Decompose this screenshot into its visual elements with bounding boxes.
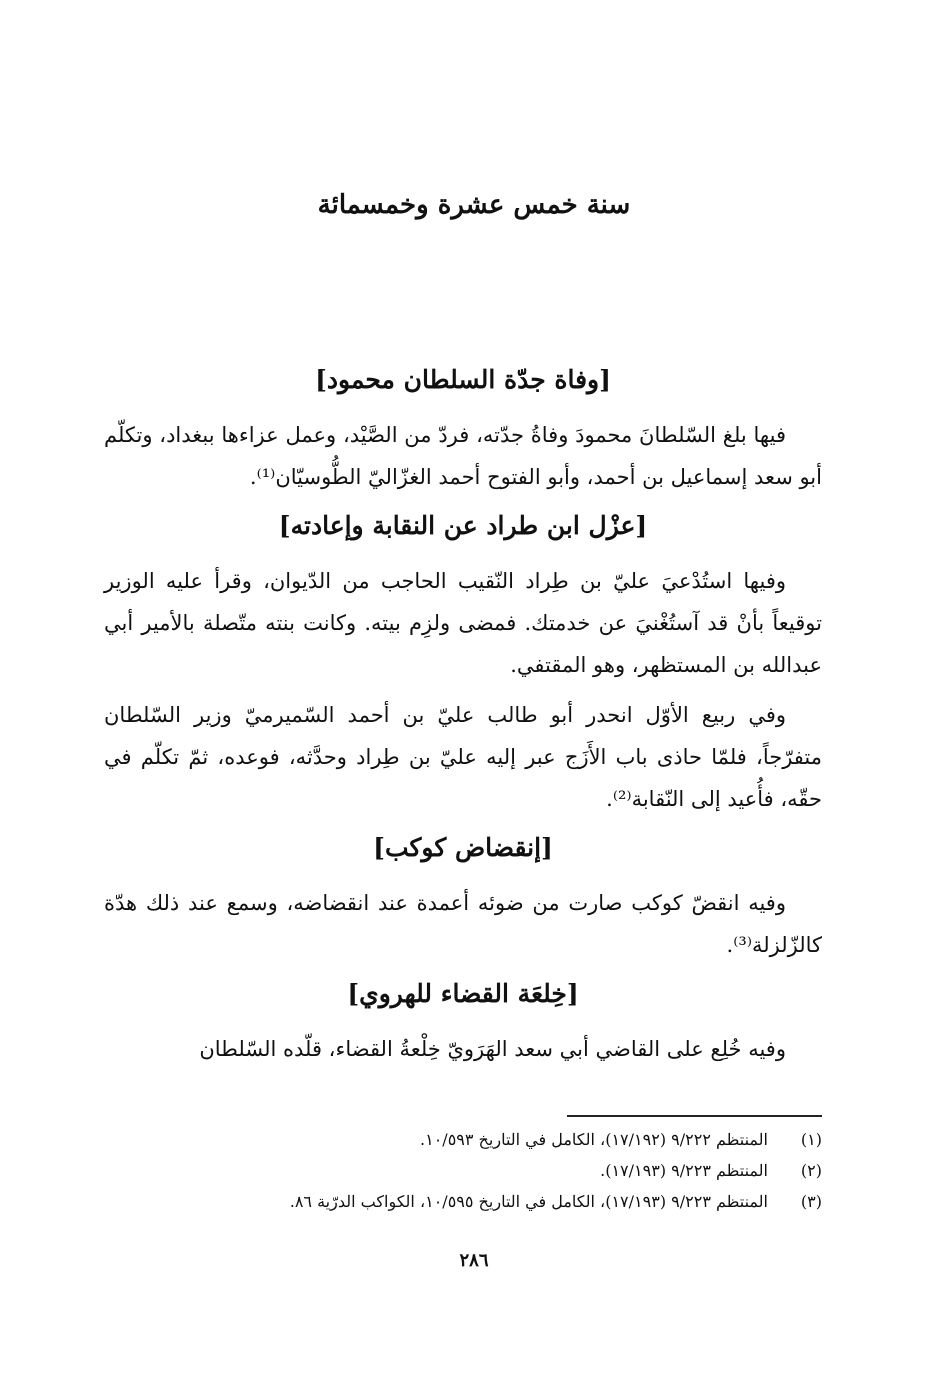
page-number: ٢٨٦ [459, 1250, 489, 1271]
paragraph: فيها بلغ السّلطانَ محمودَ وفاةُ جدّته، فردّ من الصَّيْد، وعمل عزاءها ببغداد، وتكلّم أبو سعد إسماعيل بن أحمد، وأبو الفتوح أحمد الغزّاليّ الطُّوسيّان⁽¹⁾. [104, 423, 822, 489]
footnote [104, 1155, 822, 1186]
section-heading: [إنقضاض كوكب] [373, 833, 553, 862]
section-naqaba-dismissal [104, 506, 822, 820]
paragraph: وفيها استُدْعيَ عليّ بن طِراد النّقيب الحاجب من الدّيوان، وقرأ عليه الوزير توقيعاً بأنْ قد آستُغْنيَ عن خدمتك. فمضى ولزِم بيته. وكانت بنته متّصلة بالأمير أبي عبدالله بن المستظهر، وهو المقتفي. [104, 569, 822, 677]
footnote [104, 1124, 822, 1155]
paragraph: وفي ربيع الأوّل انحدر أبو طالب عليّ بن أحمد السّميرميّ وزير السّلطان متفرّجاً، فلمّا حاذى باب الأَزَج عبر إليه عليّ بن طِراد وحدَّثه، فوعده، ثمّ تكلّم في حقّه، فأُعيد إلى النّقابة⁽²⁾. [104, 703, 822, 811]
footnote-number: (١) [800, 1130, 822, 1149]
body-text [104, 360, 822, 1078]
footnote-text: المنتظم ٩/٢٢٣ (١٧/١٩٣)، الكامل في التاريخ ١٠/٥٩٥، الكواكب الدرّية ٨٦. [289, 1192, 768, 1211]
section-heading: [وفاة جدّة السلطان محمود] [315, 365, 611, 394]
section-grandmother-death [104, 360, 822, 498]
section-falling-star [104, 828, 822, 966]
footnote-number: (٣) [800, 1192, 822, 1211]
footnote-text: المنتظم ٩/٢٢٢ (١٧/١٩٢)، الكامل في التاريخ ١٠/٥٩٣. [420, 1130, 768, 1149]
page-title: سنة خمس عشرة وخمسمائة [317, 190, 631, 220]
footnotes [104, 1124, 822, 1217]
footnote-text: المنتظم ٩/٢٢٣ (١٧/١٩٣). [600, 1161, 768, 1180]
footnote-divider [567, 1115, 822, 1117]
section-heading: [خِلعَة القضاء للهروي] [347, 979, 579, 1008]
section-judgeship-robe [104, 974, 822, 1070]
section-heading: [عزْل ابن طراد عن النقابة وإعادته] [278, 511, 648, 540]
footnote-number: (٢) [800, 1161, 822, 1180]
paragraph: وفيه خُلِع على القاضي أبي سعد الهَرَويّ خِلْعةُ القضاء، قلّده السّلطان [199, 1037, 786, 1061]
footnote [104, 1186, 822, 1217]
paragraph: وفيه انقضّ كوكب صارت من ضوئه أعمدة عند انقضاضه، وسمع عند ذلك هدّة كالزّلزلة⁽³⁾. [104, 891, 822, 957]
